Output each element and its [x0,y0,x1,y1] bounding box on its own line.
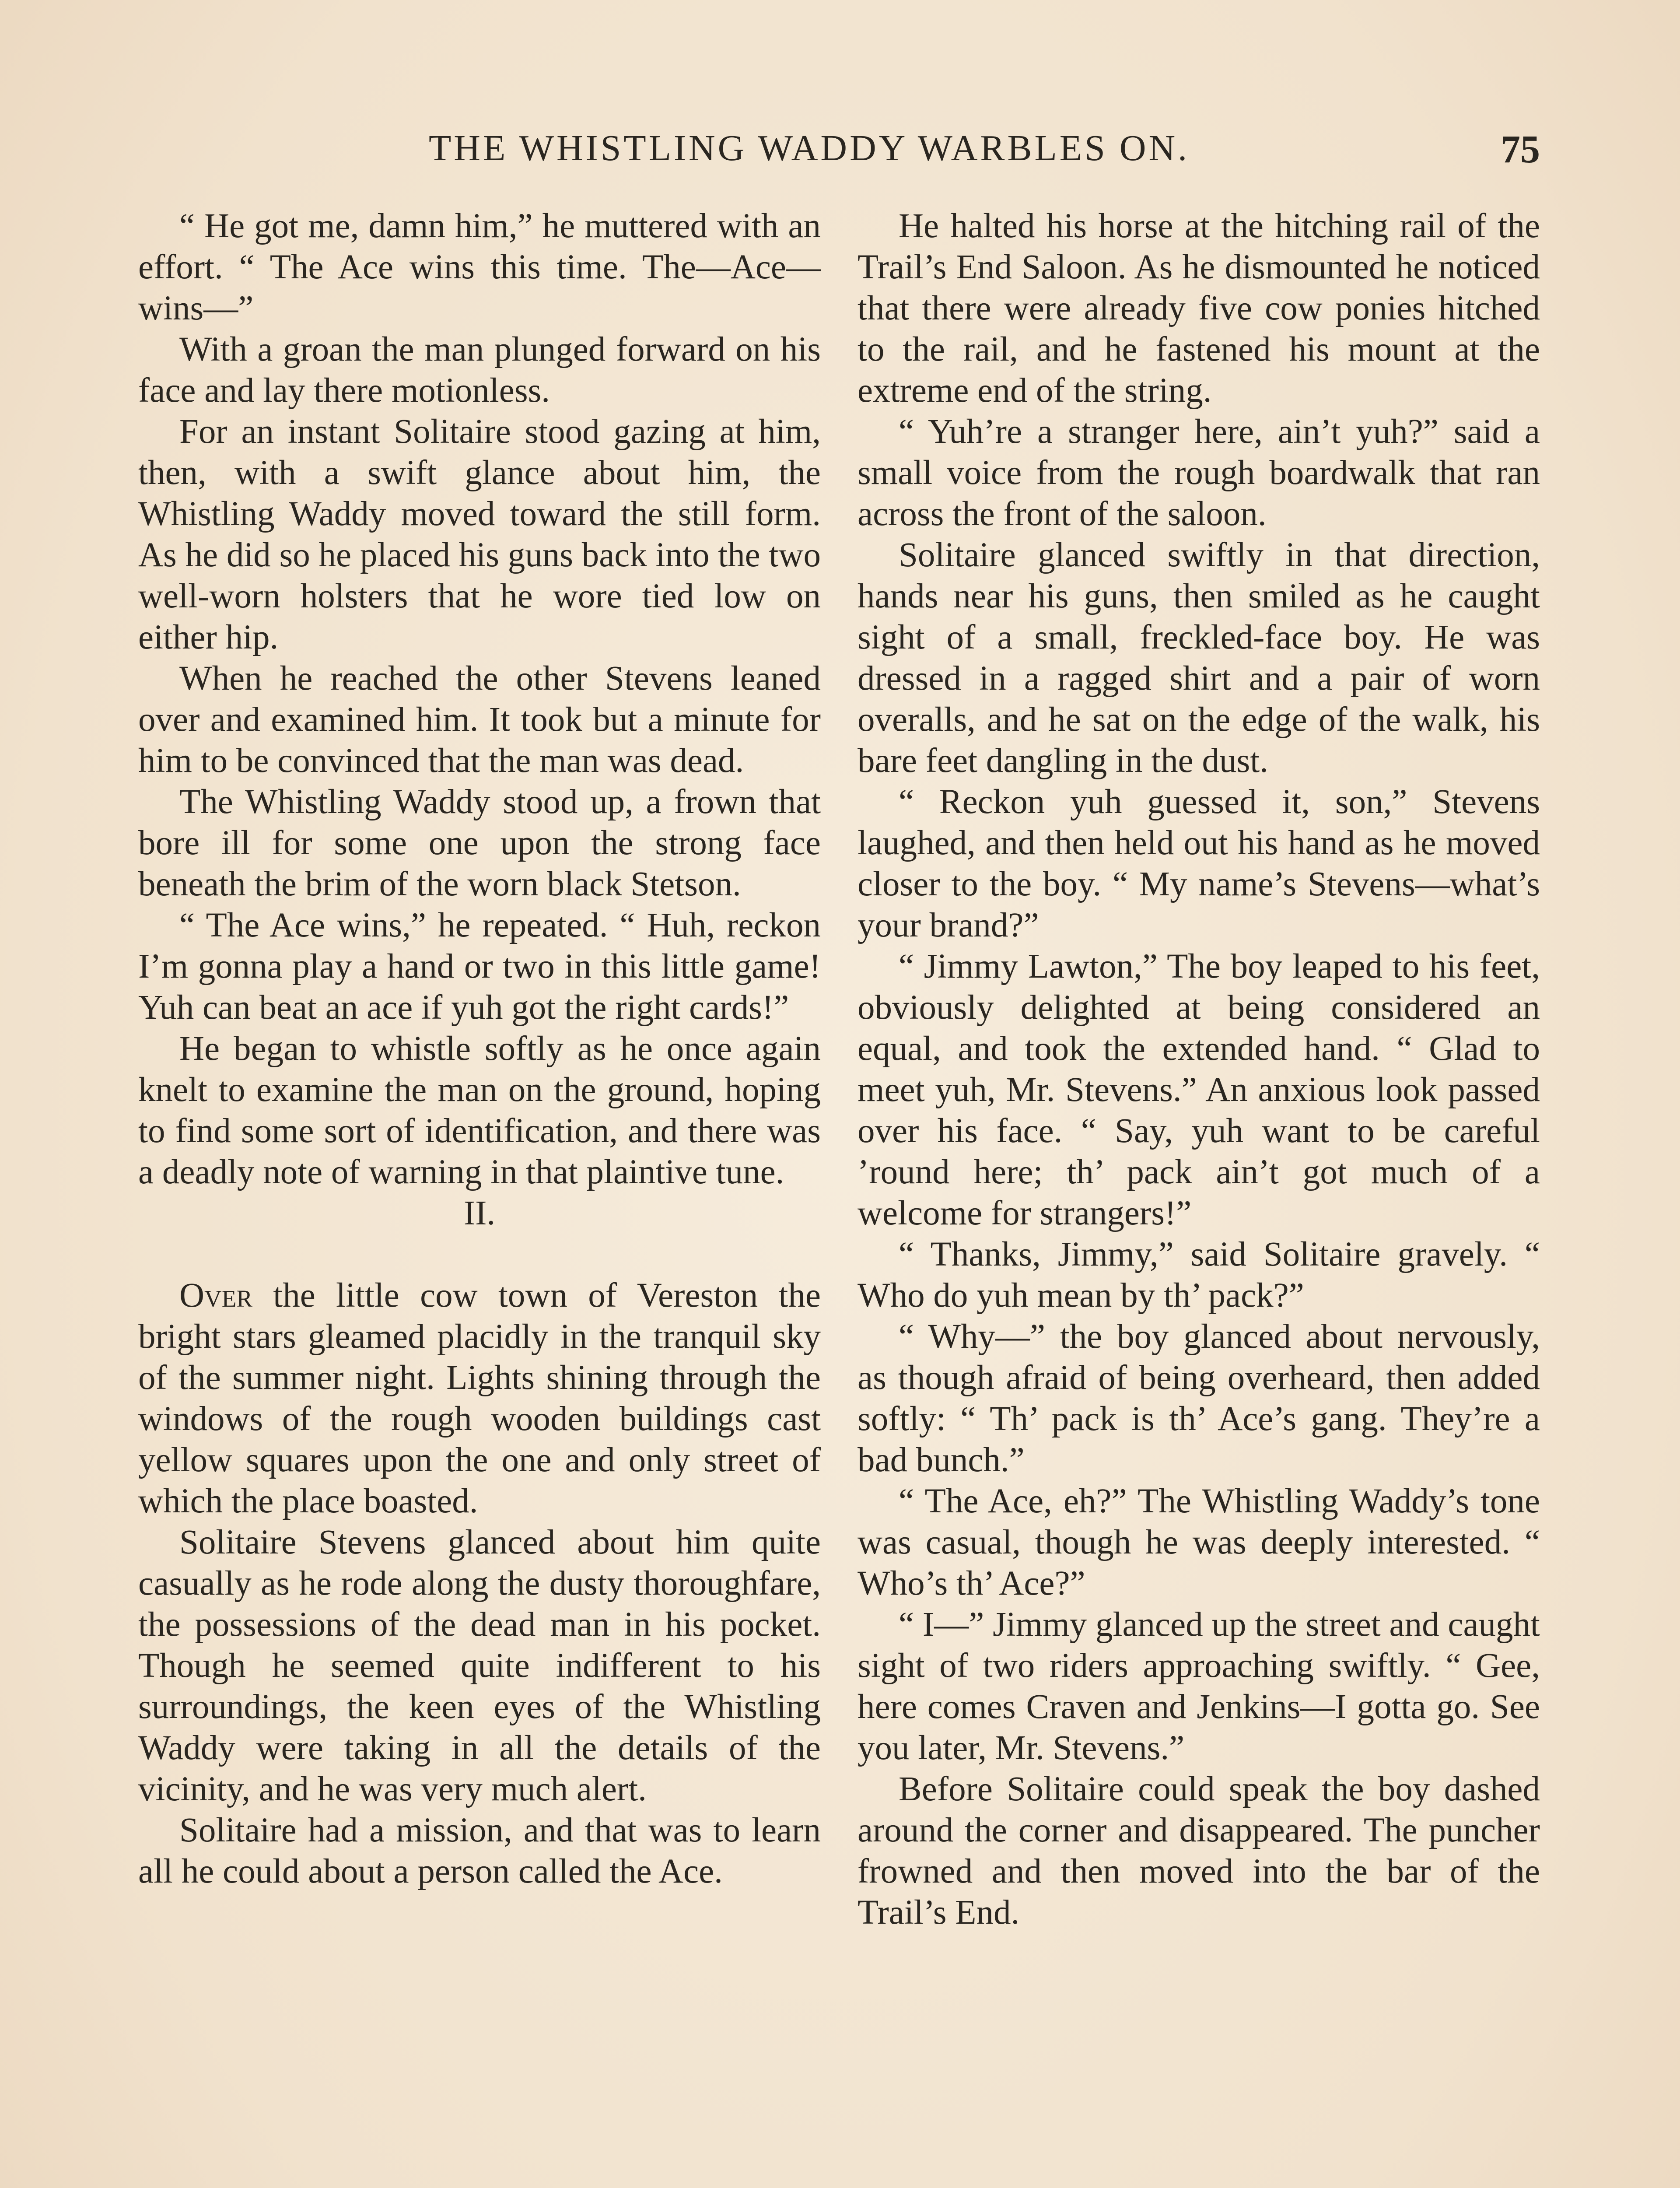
left-column [138,206,821,1892]
paragraph: “ The Ace, eh?” The Whistling Waddy’s tone was casual, though he was deeply interested. “ Who’s th’ Ace?” [858,1482,1540,1602]
section-number: II. [463,1194,496,1232]
paragraph: He began to whistle softly as he once again knelt to examine the man on the ground, hoping to find some sort of identification, and there was a deadly note of warning in that plaintive tune. [138,1030,821,1191]
paragraph: “ Jimmy Lawton,” The boy leaped to his feet, obviously delighted at being considered an equal, and took the extended hand. “ Glad to meet yuh, Mr. Stevens.” An anxious look passed over his face. “ Say, yuh want to be careful ’round here; th’ pack ain’t got much of a welcome for strangers!” [858,947,1540,1232]
paragraph: “ Why—” the boy glanced about nervously, as though afraid of being overheard, then added softly: “ Th’ pack is th’ Ace’s gang. They’re a bad bunch.” [858,1318,1540,1479]
right-column [858,206,1540,1933]
paragraph: Solitaire had a mission, and that was to learn all he could about a person called the Ace. [138,1811,821,1890]
paragraph: The Whistling Waddy stood up, a frown that bore ill for some one upon the strong face beneath the brim of the worn black Stetson. [138,783,821,903]
running-head: THE WHISTLING WADDY WARBLES ON. [429,128,1190,168]
paragraph: “ Reckon yuh guessed it, son,” Stevens laughed, and then held out his hand as he moved closer to the boy. “ My name’s Stevens—what’s your brand?” [858,783,1540,944]
section-opening-text: the little cow town of Vereston the bright stars gleamed placidly in the tranquil sky of the summer night. Lights shining through the windows of the rough wooden buildings cast yellow squares upon the one and only street of which the place boasted. [138,1276,821,1520]
paragraph: He halted his horse at the hitching rail of the Trail’s End Saloon. As he dismounted he noticed that there were already five cow ponies hitched to the rail, and he fastened his mount at the extreme end of the string. [858,207,1540,410]
paragraph: With a groan the man plunged forward on his face and lay there motionless. [138,330,821,410]
page-number: 75 [1501,128,1540,171]
paragraph: Before Solitaire could speak the boy dashed around the corner and disappeared. The puncher frowned and then moved into the bar of the Trail’s End. [858,1770,1540,1932]
paragraph: “ I—” Jimmy glanced up the street and caught sight of two riders approaching swiftly. “ Gee, here comes Craven and Jenkins—I gotta go. See you later, Mr. Stevens.” [858,1606,1540,1767]
page-header [140,127,1540,179]
section-opening-smallcaps: Over [179,1276,253,1315]
paragraph: “ He got me, damn him,” he muttered with an effort. “ The Ace wins this time. The—Ace—wins—” [138,207,821,327]
paragraph: When he reached the other Stevens leaned over and examined him. It took but a minute for him to be convinced that the man was dead. [138,659,821,780]
paragraph: Solitaire Stevens glanced about him quite casually as he rode along the dusty thoroughfare, the possessions of the dead man in his pocket. Though he seemed quite indifferent to his surroundings, the keen eyes of the Whistling Waddy were taking in all the details of the vicinity, and he was very much alert. [138,1523,821,1808]
paragraph: “ Thanks, Jimmy,” said Solitaire gravely. “ Who do yuh mean by th’ pack?” [858,1235,1540,1315]
paragraph: Solitaire glanced swiftly in that direction, hands near his guns, then smiled as he caught sight of a small, freckled-face boy. He was dressed in a ragged shirt and a pair of worn overalls, and he sat on the edge of the walk, his bare feet dangling in the dust. [858,536,1540,780]
paragraph: “ Yuh’re a stranger here, ain’t yuh?” said a small voice from the rough boardwalk that ran across the front of the saloon. [858,413,1540,533]
section-opening-paragraph [138,1275,821,1522]
paragraph: For an instant Solitaire stood gazing at him, then, with a swift glance about him, the Whistling Waddy moved toward the still form. As he did so he placed his guns back into the two well-worn holsters that he wore tied low on either hip. [138,413,821,656]
paragraph: “ The Ace wins,” he repeated. “ Huh, reckon I’m gonna play a hand or two in this little game! Yuh can beat an ace if yuh got the right cards!” [138,906,821,1027]
